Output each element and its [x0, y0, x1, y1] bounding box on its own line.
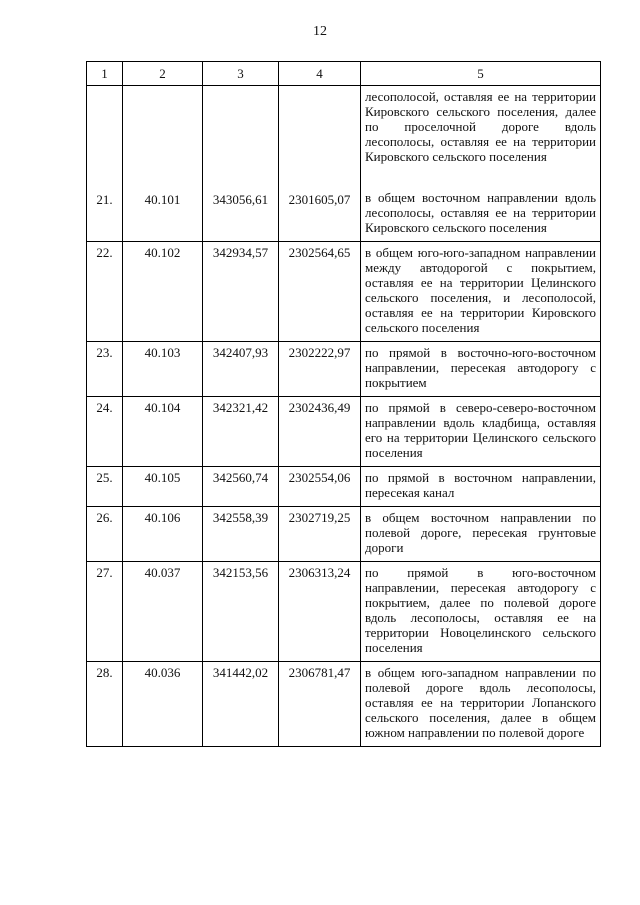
point-code: 40.103 — [144, 345, 181, 360]
point-code: 40.101 — [144, 192, 181, 207]
point-code: 40.102 — [144, 245, 181, 260]
continuation-row — [87, 86, 601, 171]
boundary-description: по прямой в восточном направлении, пересекая канал — [361, 467, 601, 507]
header-cell-2: 2 — [123, 62, 203, 86]
point-number: 25. — [96, 470, 113, 485]
coordinate-y: 2306781,47 — [288, 665, 351, 680]
table-row — [87, 242, 601, 342]
header-cell-4: 4 — [279, 62, 361, 86]
point-code: 40.105 — [144, 470, 181, 485]
point-number: 21. — [96, 192, 113, 207]
coordinate-y: 2302436,49 — [288, 400, 351, 415]
coordinate-x: 342407,93 — [212, 345, 269, 360]
boundary-description: в общем восточном направлении вдоль лесополосы, оставляя ее на территории Кировского сельского поселения — [361, 170, 601, 242]
boundary-description: в общем юго-западном направлении по полевой дороге вдоль лесополосы, оставляя ее на территории Лопанского сельского поселения, далее в общем южном направлении по полевой дороге — [361, 662, 601, 747]
coordinate-x: 343056,61 — [212, 192, 269, 207]
table-row — [87, 342, 601, 397]
point-code: 40.104 — [144, 400, 181, 415]
table-row — [87, 507, 601, 562]
point-number: 27. — [96, 565, 113, 580]
header-row — [87, 62, 601, 86]
point-number: 22. — [96, 245, 113, 260]
table-row — [87, 397, 601, 467]
boundary-description: по прямой в северо-северо-восточном направлении вдоль кладбища, оставляя его на территории Целинского сельского поселения — [361, 397, 601, 467]
coordinate-x: 342934,57 — [212, 245, 269, 260]
table-row — [87, 562, 601, 662]
coordinate-y: 2302554,06 — [288, 470, 351, 485]
point-number: 28. — [96, 665, 113, 680]
coordinate-x: 341442,02 — [212, 665, 269, 680]
empty-cell — [279, 86, 361, 171]
boundary-description: по прямой в юго-восточном направлении, пересекая автодорогу с покрытием, далее по полевой дороге вдоль лесополосы, оставляя ее на территории Новоцелинского сельского поселения — [361, 562, 601, 662]
coordinate-y: 2302719,25 — [288, 510, 351, 525]
header-cell-1: 1 — [87, 62, 123, 86]
coordinate-y: 2306313,24 — [288, 565, 351, 580]
table-row — [87, 662, 601, 747]
point-number: 26. — [96, 510, 113, 525]
empty-cell — [87, 86, 123, 171]
point-code: 40.036 — [144, 665, 181, 680]
empty-cell — [203, 86, 279, 171]
page-number: 12 — [313, 24, 327, 39]
coordinate-y: 2302564,65 — [288, 245, 351, 260]
point-number: 23. — [96, 345, 113, 360]
coordinate-x: 342560,74 — [212, 470, 269, 485]
boundary-table — [86, 61, 601, 747]
point-code: 40.106 — [144, 510, 181, 525]
empty-cell — [123, 86, 203, 171]
boundary-description: в общем юго-юго-западном направлении между автодорогой с покрытием, оставляя ее на территории Целинского сельского поселения, и лесополосой, оставляя ее на территории Кировского сельского поселения — [361, 242, 601, 342]
coordinate-y: 2301605,07 — [288, 192, 351, 207]
coordinate-x: 342153,56 — [212, 565, 269, 580]
coordinate-x: 342558,39 — [212, 510, 269, 525]
coordinate-x: 342321,42 — [212, 400, 269, 415]
table-row — [87, 467, 601, 507]
header-cell-5: 5 — [361, 62, 601, 86]
point-number: 24. — [96, 400, 113, 415]
boundary-description: по прямой в восточно-юго-восточном направлении, пересекая автодорогу с покрытием — [361, 342, 601, 397]
point-code: 40.037 — [144, 565, 181, 580]
boundary-description: в общем восточном направлении по полевой дороге, пересекая грунтовые дороги — [361, 507, 601, 562]
coordinate-y: 2302222,97 — [288, 345, 351, 360]
continuation-description: лесополосой, оставляя ее на территории Кировского сельского поселения, далее по проселочной дороге вдоль лесополосы, оставляя ее на территории Кировского сельского поселения — [361, 86, 601, 171]
table-row — [87, 170, 601, 242]
header-cell-3: 3 — [203, 62, 279, 86]
